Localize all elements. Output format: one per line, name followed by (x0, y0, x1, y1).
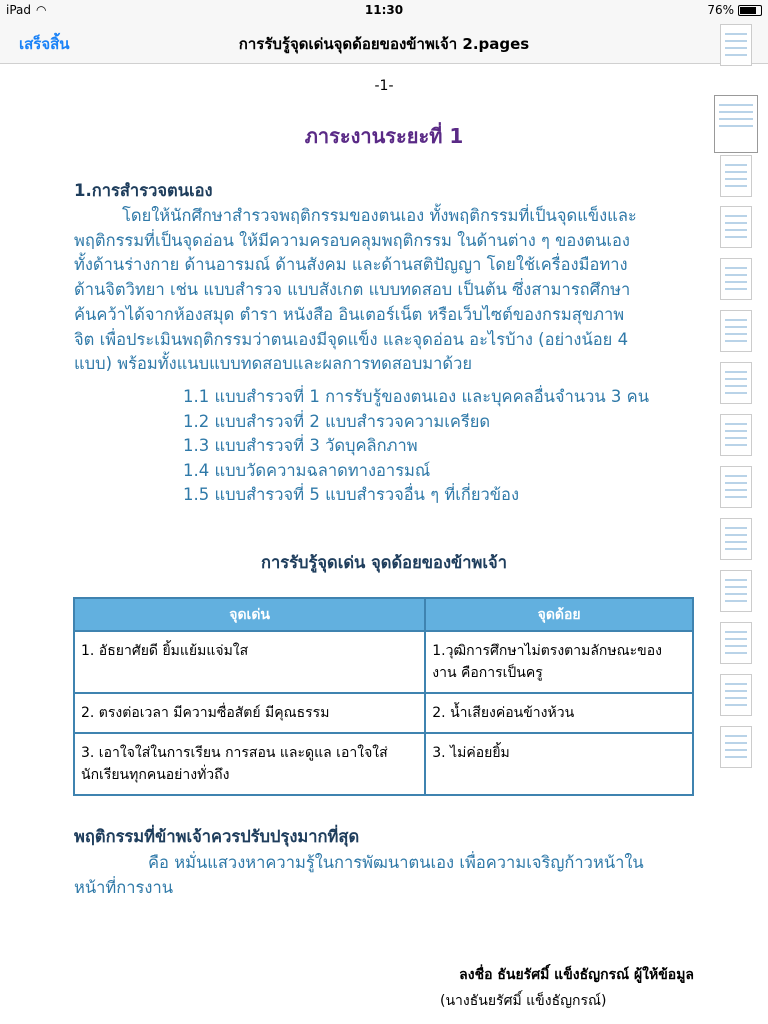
header-strengths: จุดเด่น (74, 598, 425, 631)
page-thumbnail[interactable] (714, 95, 758, 153)
page-thumbnail[interactable] (720, 155, 752, 197)
signature-name: (นางธันยรัศมิ์ แข็งธัญกรณ์) (440, 993, 607, 1009)
doc-title: ภาระงานระยะที่ 1 (304, 124, 464, 148)
page-thumbnail[interactable] (720, 206, 752, 248)
paragraph-line: พฤติกรรมที่เป็นจุดอ่อน ให้มีความครอบคลุมพฤติกรรม ในด้านต่าง ๆ ของตนเอง (74, 230, 630, 250)
battery-level: 76% (707, 3, 734, 17)
list-item: 1.4 แบบวัดความฉลาดทางอารมณ์ (183, 460, 431, 480)
cell: 1. อัธยาศัยดี ยิ้มแย้มแจ่มใส (74, 631, 425, 693)
paragraph-line: แบบ) พร้อมทั้งแนบแบบทดสอบและผลการทดสอบมาด้วย (74, 354, 473, 374)
page-thumbnail[interactable] (720, 518, 752, 560)
page-thumbnail[interactable] (720, 310, 752, 352)
page-thumbnail[interactable] (720, 570, 752, 612)
strengths-weaknesses-table (73, 597, 694, 796)
page-thumbnail[interactable] (720, 414, 752, 456)
page-thumbnail[interactable] (720, 362, 752, 404)
list-item: 1.2 แบบสำรวจที่ 2 แบบสำรวจความเครียด (183, 411, 491, 431)
page-thumbnails[interactable] (712, 64, 768, 1024)
paragraph-line: โดยให้นักศึกษาสำรวจพฤติกรรมของตนเอง ทั้งพฤติกรรมที่เป็นจุดแข็งและ (122, 206, 637, 225)
paragraph-line: ด้านจิตวิทยา เช่น แบบสำรวจ แบบสังเกต แบบทดสอบ เป็นต้น ซึ่งสามารถศึกษา (74, 280, 631, 300)
paragraph-line: จิต เพื่อประเมินพฤติกรรมว่าตนเองมีจุดแข็ง และจุดอ่อน อะไรบ้าง (อย่างน้อย 4 (74, 329, 629, 349)
battery-icon (738, 5, 762, 16)
signature: ลงชื่อ ธันยรัศมิ์ แข็งธัญกรณ์ ผู้ให้ข้อมูล (459, 967, 694, 983)
page-thumbnail[interactable] (720, 674, 752, 716)
cell: 2. ตรงต่อเวลา มีความซื่อสัตย์ มีคุณธรรม (74, 693, 425, 733)
paragraph-line: ค้นคว้าได้จากห้องสมุด ตำรา หนังสือ อินเตอร์เน็ต หรือเว็บไซต์ของกรมสุขภาพ (74, 304, 625, 324)
cell: 3. เอาใจใส่ในการเรียน การสอน และดูแล เอาใจใส่นักเรียนทุกคนอย่างทั่วถึง (74, 733, 425, 795)
improve-line: คือ หมั่นแสวงหาความรู้ในการพัฒนาตนเอง เพื่อความเจริญก้าวหน้าใน (148, 853, 644, 872)
paragraph-line: ทั้งด้านร่างกาย ด้านอารมณ์ ด้านสังคม และด้านสติปัญญา โดยใช้เครื่องมือทาง (74, 255, 628, 275)
table-row (74, 733, 693, 795)
cell: 2. น้ำเสียงค่อนข้างห้วน (425, 693, 693, 733)
page-thumbnail[interactable] (720, 466, 752, 508)
section-heading: 1.การสำรวจตนเอง (74, 181, 213, 200)
document-title: การรับรู้จุดเด่นจุดด้อยของข้าพเจ้า 2.pages (238, 35, 530, 53)
clock: 11:30 (364, 3, 404, 17)
wifi-icon: ◠ (36, 3, 47, 17)
list-item: 1.5 แบบสำรวจที่ 5 แบบสำรวจอื่น ๆ ที่เกี่ยวข้อง (183, 485, 520, 504)
improve-heading: พฤติกรรมที่ข้าพเจ้าควรปรับปรุงมากที่สุด (74, 827, 360, 846)
page-thumbnail[interactable] (720, 258, 752, 300)
list-item: 1.1 แบบสำรวจที่ 1 การรับรู้ของตนเอง และบุคคลอื่นจำนวน 3 คน (183, 387, 649, 406)
table-title: การรับรู้จุดเด่น จุดด้อยของข้าพเจ้า (261, 553, 507, 572)
page-thumbnail[interactable] (720, 24, 752, 66)
page-number: -1- (374, 78, 394, 94)
cell: 1.วุฒิการศึกษาไม่ตรงตามลักษณะของงาน คือการเป็นครู (425, 631, 693, 693)
improve-line: หน้าที่การงาน (74, 878, 174, 897)
page-thumbnail[interactable] (720, 726, 752, 768)
done-button[interactable]: เสร็จสิ้น (19, 35, 70, 53)
header-weaknesses: จุดด้อย (425, 598, 693, 631)
table-row (74, 631, 693, 693)
status-bar (0, 0, 768, 20)
nav-bar (0, 20, 768, 64)
device-name: iPad (6, 3, 32, 17)
document-page[interactable] (0, 64, 712, 1024)
page-thumbnail[interactable] (720, 622, 752, 664)
table-row (74, 693, 693, 733)
list-item: 1.3 แบบสำรวจที่ 3 วัดบุคลิกภาพ (183, 436, 418, 455)
cell: 3. ไม่ค่อยยิ้ม (425, 733, 693, 795)
